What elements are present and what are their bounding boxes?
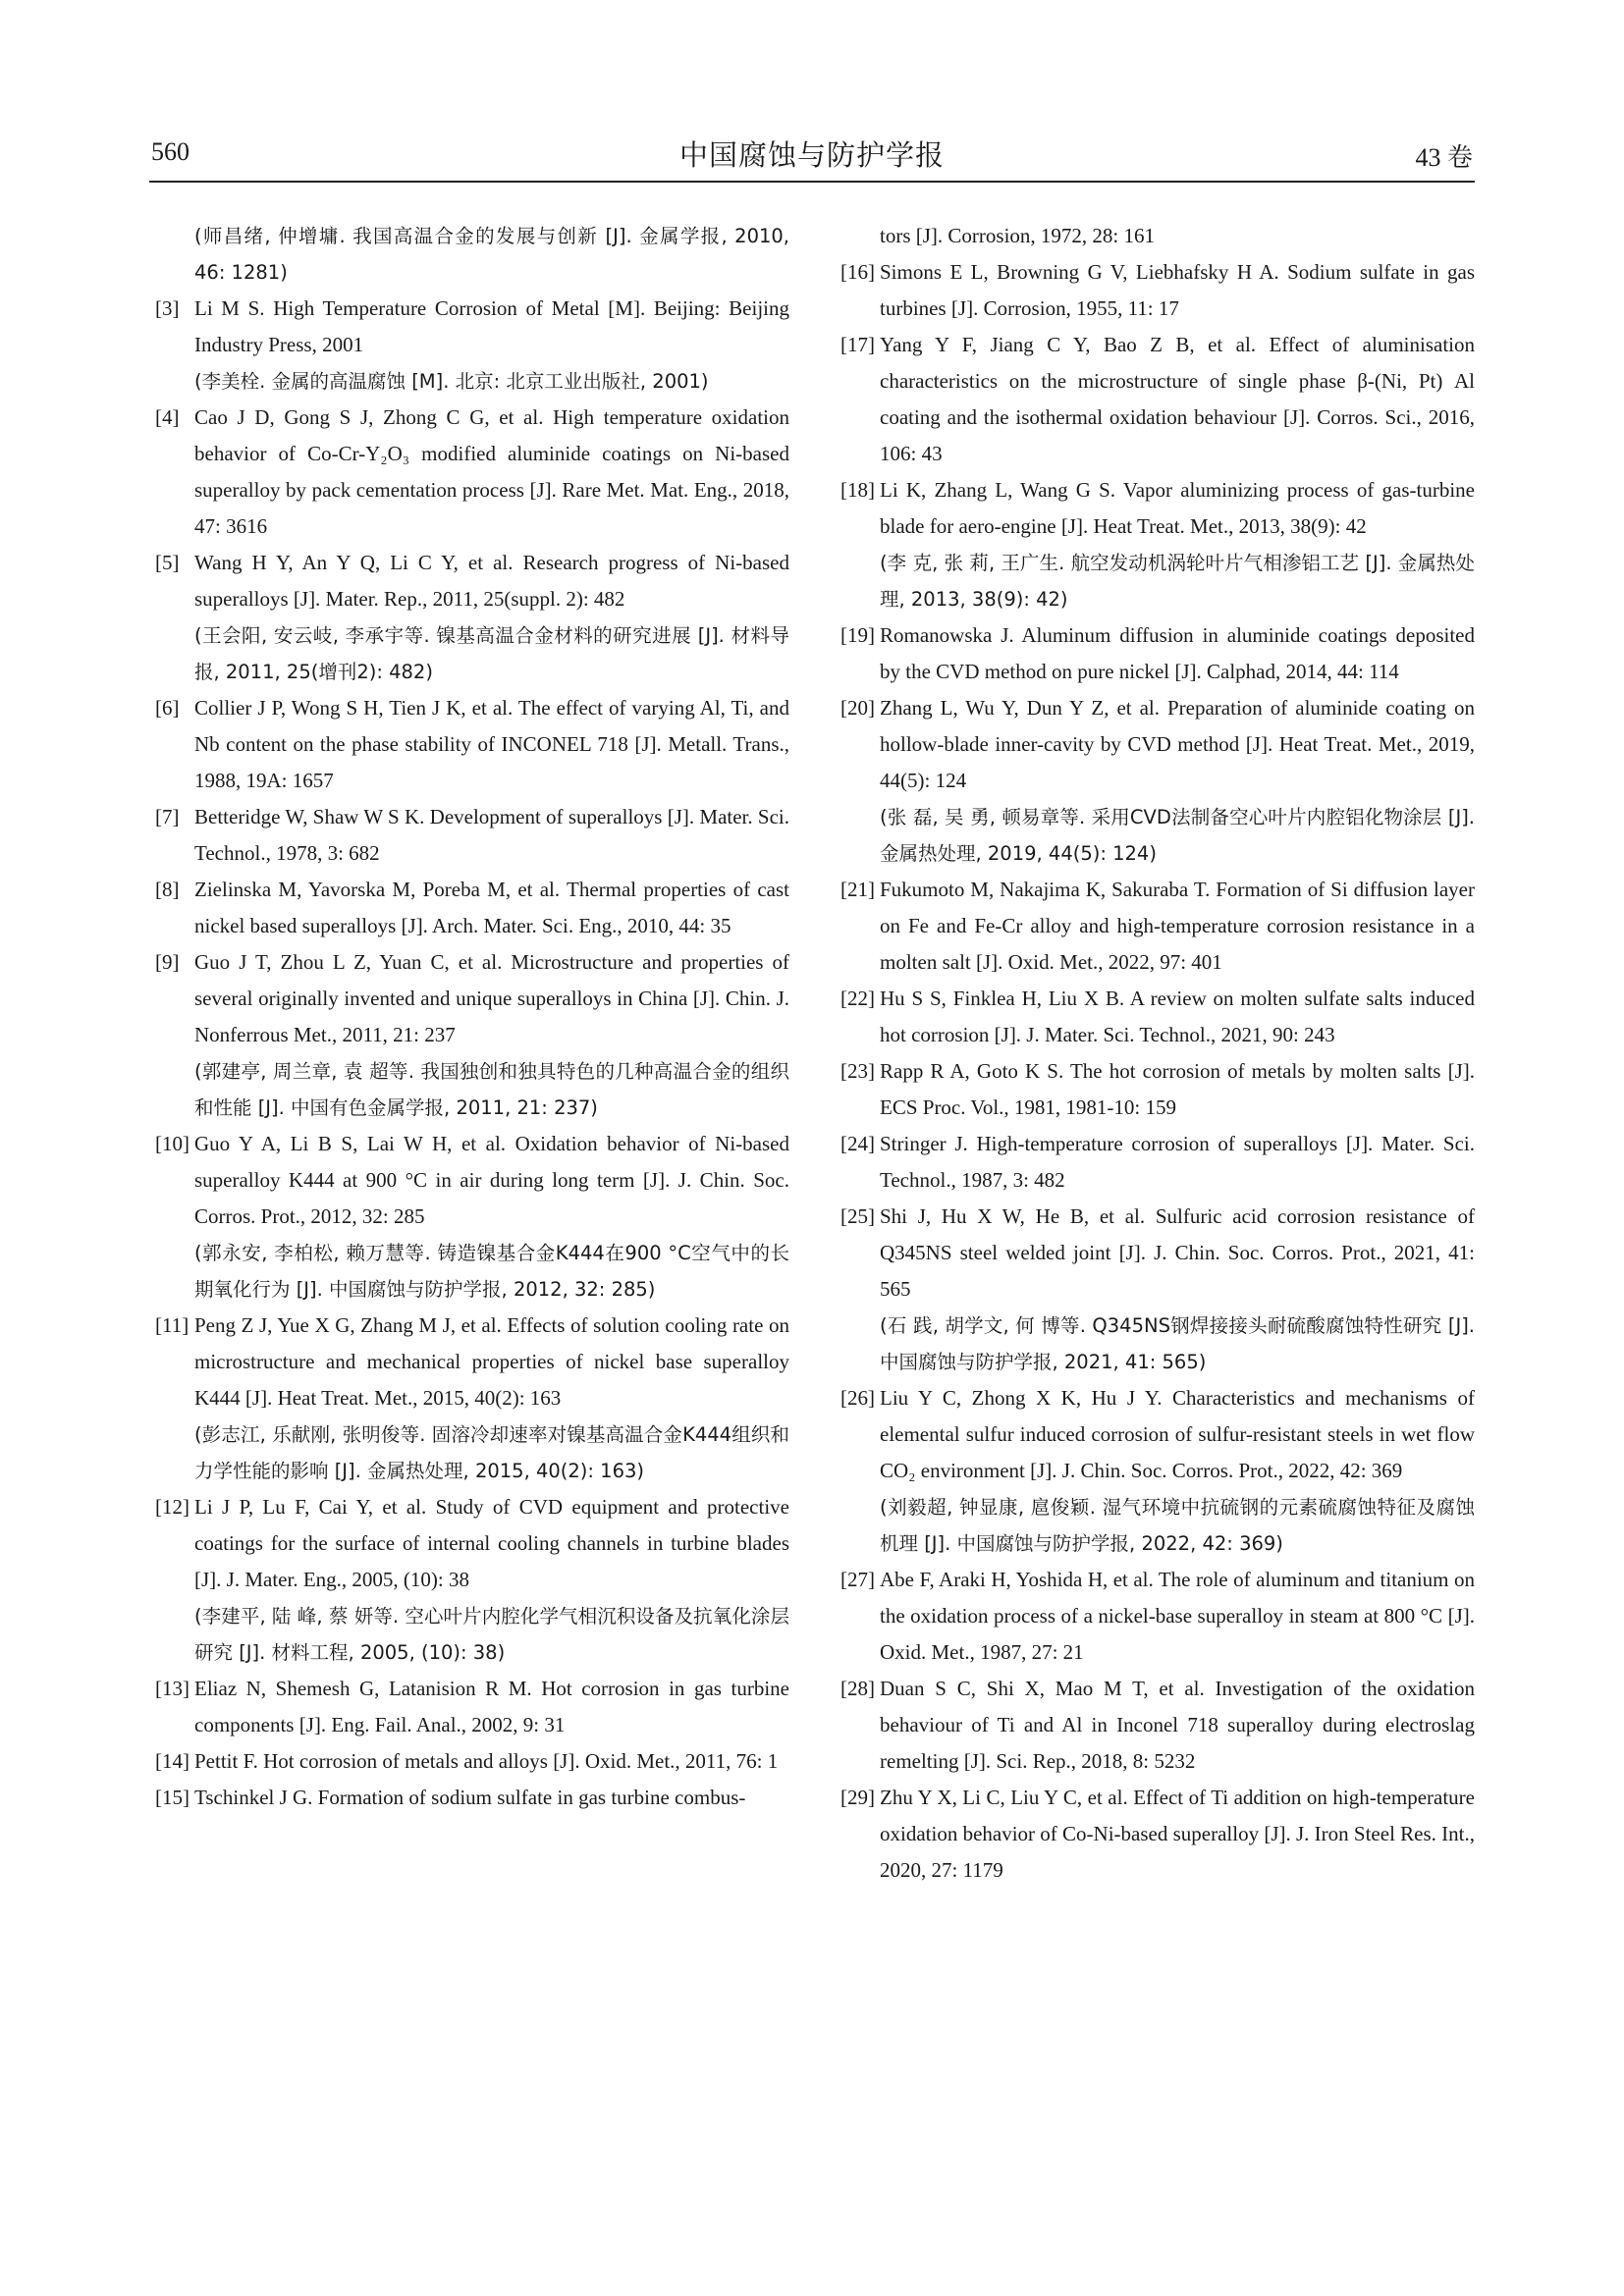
reference-number: [19]	[840, 623, 875, 647]
reference-text-chinese: (张 磊, 吴 勇, 顿易章等. 采用CVD法制备空心叶片内腔铝化物涂层 [J]. 金属热处理, 2019, 44(5): 124)	[880, 806, 1475, 865]
reference-number: [7]	[155, 805, 180, 828]
running-header	[149, 133, 1475, 183]
reference-text-english: Guo J T, Zhou L Z, Yuan C, et al. Microstructure and properties of several originally invented and unique superalloys in China [J]. Chin. J. Nonferrous Met., 2011, 21: 237	[194, 950, 789, 1046]
reference-number: [21]	[840, 878, 875, 901]
reference-text-english: Rapp R A, Goto K S. The hot corrosion of metals by molten salts [J]. ECS Proc. Vol., 1981, 1981-10: 159	[880, 1059, 1475, 1119]
reference-number: [17]	[840, 333, 875, 356]
reference-entry	[840, 617, 1475, 690]
reference-number: [20]	[840, 696, 875, 720]
reference-text-english: Pettit F. Hot corrosion of metals and alloys [J]. Oxid. Met., 2011, 76: 1	[194, 1749, 779, 1773]
reference-number: [4]	[155, 405, 180, 429]
reference-text-english: Li K, Zhang L, Wang G S. Vapor aluminizing process of gas-turbine blade for aero-engine [J]. Heat Treat. Met., 2013, 38(9): 42	[880, 478, 1475, 538]
reference-entry	[840, 1199, 1475, 1380]
reference-number: [10]	[155, 1132, 189, 1155]
reference-text-english: Tschinkel J G. Formation of sodium sulfate in gas turbine combus-	[194, 1786, 746, 1809]
reference-entry	[840, 1053, 1475, 1126]
reference-entry	[840, 1126, 1475, 1199]
reference-text-chinese: (刘毅超, 钟显康, 扈俊颖. 湿气环境中抗硫钢的元素硫腐蚀特征及腐蚀机理 [J]. 中国腐蚀与防护学报, 2022, 42: 369)	[880, 1496, 1475, 1555]
reference-text-english: Hu S S, Finklea H, Liu X B. A review on molten sulfate salts induced hot corrosion [J]. J. Mater. Sci. Technol., 2021, 90: 243	[880, 987, 1475, 1046]
reference-number: [27]	[840, 1568, 875, 1591]
reference-entry	[840, 981, 1475, 1053]
reference-text-chinese: (郭建亭, 周兰章, 袁 超等. 我国独创和独具特色的几种高温合金的组织和性能 [J]. 中国有色金属学报, 2011, 21: 237)	[194, 1060, 789, 1119]
reference-entry	[155, 1126, 789, 1308]
reference-text-english: Cao J D, Gong S J, Zhong C G, et al. High temperature oxidation behavior of Co-Cr-Y₂O₃ modified aluminide coatings on Ni-based superalloy by pack cementation process [J]. Rare Met. Mat. Eng., 2018, 47: 3616	[194, 405, 789, 538]
reference-text-english: Li J P, Lu F, Cai Y, et al. Study of CVD equipment and protective coatings for the surface of internal cooling channels in turbine blades [J]. J. Mater. Eng., 2005, (10): 38	[194, 1495, 789, 1591]
page-number: 560	[151, 137, 189, 166]
reference-number: [26]	[840, 1386, 875, 1410]
reference-entry	[155, 400, 789, 545]
reference-number: [3]	[155, 296, 180, 320]
reference-text-english: Wang H Y, An Y Q, Li C Y, et al. Research progress of Ni-based superalloys [J]. Mater. Rep., 2011, 25(suppl. 2): 482	[194, 551, 789, 611]
reference-entry	[155, 872, 789, 944]
reference-number: [13]	[155, 1677, 189, 1700]
reference-entry	[840, 218, 1475, 254]
reference-text-english: Yang Y F, Jiang C Y, Bao Z B, et al. Effect of aluminisation characteristics on the microstructure of single phase β-(Ni, Pt) Al coating and the isothermal oxidation behaviour [J]. Corros. Sci., 2016, 106: 43	[880, 333, 1475, 465]
reference-number: [12]	[155, 1495, 189, 1519]
reference-text-english: Duan S C, Shi X, Mao M T, et al. Investigation of the oxidation behaviour of Ti and Al in Inconel 718 superalloy during electroslag remelting [J]. Sci. Rep., 2018, 8: 5232	[880, 1677, 1475, 1773]
reference-text-english: Simons E L, Browning G V, Liebhafsky H A. Sodium sulfate in gas turbines [J]. Corrosion, 1955, 11: 17	[880, 260, 1475, 320]
reference-number: [9]	[155, 950, 180, 974]
volume-label: 43 卷	[1415, 143, 1473, 172]
reference-entry	[155, 1780, 789, 1816]
reference-number: [29]	[840, 1786, 875, 1809]
reference-number: [23]	[840, 1059, 875, 1083]
reference-text-english: Stringer J. High-temperature corrosion of superalloys [J]. Mater. Sci. Technol., 1987, 3: 482	[880, 1132, 1475, 1192]
reference-entry	[840, 327, 1475, 472]
journal-title: 中国腐蚀与防护学报	[678, 138, 945, 172]
reference-number: [22]	[840, 987, 875, 1010]
reference-number: [28]	[840, 1677, 875, 1700]
reference-text-english: Betteridge W, Shaw W S K. Development of superalloys [J]. Mater. Sci. Technol., 1978, 3: 682	[194, 805, 789, 865]
reference-text-english: Eliaz N, Shemesh G, Latanision R M. Hot corrosion in gas turbine components [J]. Eng. Fail. Anal., 2002, 9: 31	[194, 1677, 789, 1736]
reference-number: [5]	[155, 551, 180, 574]
reference-text-english: Zielinska M, Yavorska M, Poreba M, et al. Thermal properties of cast nickel based superalloys [J]. Arch. Mater. Sci. Eng., 2010, 44: 35	[194, 878, 789, 937]
reference-number: [8]	[155, 878, 180, 901]
reference-text-english: tors [J]. Corrosion, 1972, 28: 161	[880, 224, 1155, 247]
reference-number: [16]	[840, 260, 875, 284]
reference-column-right	[840, 218, 1475, 1889]
reference-text-chinese: (郭永安, 李柏松, 赖万慧等. 铸造镍基合金K444在900 °C空气中的长期氧化行为 [J]. 中国腐蚀与防护学报, 2012, 32: 285)	[194, 1242, 789, 1301]
reference-text-chinese: (李 克, 张 莉, 王广生. 航空发动机涡轮叶片气相渗铝工艺 [J]. 金属热处理, 2013, 38(9): 42)	[880, 552, 1475, 611]
reference-entry	[840, 1380, 1475, 1562]
reference-text-english: Zhu Y X, Li C, Liu Y C, et al. Effect of Ti addition on high-temperature oxidation behavior of Co-Ni-based superalloy [J]. J. Iron Steel Res. Int., 2020, 27: 1179	[880, 1786, 1475, 1882]
reference-text-english: Abe F, Araki H, Yoshida H, et al. The role of aluminum and titanium on the oxidation process of a nickel-base superalloy in steam at 800 °C [J]. Oxid. Met., 1987, 27: 21	[880, 1568, 1475, 1664]
reference-text-english: Collier J P, Wong S H, Tien J K, et al. The effect of varying Al, Ti, and Nb content on the phase stability of INCONEL 718 [J]. Metall. Trans., 1988, 19A: 1657	[194, 696, 789, 792]
reference-number: [14]	[155, 1749, 189, 1773]
reference-entry	[840, 1671, 1475, 1780]
reference-entry	[840, 1562, 1475, 1671]
reference-entry	[155, 1308, 789, 1489]
reference-entry	[840, 872, 1475, 981]
reference-text-english: Peng Z J, Yue X G, Zhang M J, et al. Effects of solution cooling rate on microstructure and mechanical properties of nickel base superalloy K444 [J]. Heat Treat. Met., 2015, 40(2): 163	[194, 1313, 789, 1410]
reference-column-left	[155, 218, 789, 1816]
reference-number: [6]	[155, 696, 180, 720]
reference-entry	[155, 218, 789, 291]
reference-entry	[155, 1489, 789, 1671]
reference-text-chinese: (李建平, 陆 峰, 蔡 妍等. 空心叶片内腔化学气相沉积设备及抗氧化涂层研究 [J]. 材料工程, 2005, (10): 38)	[194, 1605, 789, 1664]
reference-entry	[155, 1743, 789, 1780]
reference-entry	[155, 1671, 789, 1743]
reference-entry	[155, 690, 789, 799]
reference-entry	[155, 944, 789, 1126]
reference-entry	[840, 690, 1475, 872]
reference-number: [15]	[155, 1786, 189, 1809]
reference-entry	[840, 472, 1475, 617]
reference-number: [18]	[840, 478, 875, 502]
reference-text-english: Zhang L, Wu Y, Dun Y Z, et al. Preparation of aluminide coating on hollow-blade inner-cavity by CVD method [J]. Heat Treat. Met., 2019, 44(5): 124	[880, 696, 1475, 792]
reference-text-chinese: (李美栓. 金属的高温腐蚀 [M]. 北京: 北京工业出版社, 2001)	[194, 370, 709, 393]
reference-entry	[840, 254, 1475, 327]
reference-text-chinese: (石 践, 胡学文, 何 博等. Q345NS钢焊接接头耐硫酸腐蚀特性研究 [J]. 中国腐蚀与防护学报, 2021, 41: 565)	[880, 1314, 1475, 1373]
reference-text-english: Shi J, Hu X W, He B, et al. Sulfuric acid corrosion resistance of Q345NS steel welded joint [J]. J. Chin. Soc. Corros. Prot., 2021, 41: 565	[880, 1204, 1475, 1301]
reference-number: [11]	[155, 1313, 189, 1337]
reference-number: [25]	[840, 1204, 875, 1228]
reference-text-chinese: (师昌绪, 仲增墉. 我国高温合金的发展与创新 [J]. 金属学报, 2010, 46: 1281)	[194, 225, 789, 284]
reference-text-english: Fukumoto M, Nakajima K, Sakuraba T. Formation of Si diffusion layer on Fe and Fe-Cr alloy and high-temperature corrosion resistance in a molten salt [J]. Oxid. Met., 2022, 97: 401	[880, 878, 1475, 974]
reference-text-english: Guo Y A, Li B S, Lai W H, et al. Oxidation behavior of Ni-based superalloy K444 at 900 °C in air during long term [J]. J. Chin. Soc. Corros. Prot., 2012, 32: 285	[194, 1132, 789, 1228]
reference-entry	[840, 1780, 1475, 1889]
reference-entry	[155, 799, 789, 872]
reference-number: [24]	[840, 1132, 875, 1155]
reference-text-english: Romanowska J. Aluminum diffusion in aluminide coatings deposited by the CVD method on pure nickel [J]. Calphad, 2014, 44: 114	[880, 623, 1475, 683]
reference-text-chinese: (彭志江, 乐献刚, 张明俊等. 固溶冷却速率对镍基高温合金K444组织和力学性能的影响 [J]. 金属热处理, 2015, 40(2): 163)	[194, 1423, 789, 1482]
reference-entry	[155, 291, 789, 400]
reference-text-english: Liu Y C, Zhong X K, Hu J Y. Characteristics and mechanisms of elemental sulfur induced corrosion of sulfur-resistant steels in wet flow CO₂ environment [J]. J. Chin. Soc. Corros. Prot., 2022, 42: 369	[880, 1386, 1475, 1482]
reference-text-chinese: (王会阳, 安云岐, 李承宇等. 镍基高温合金材料的研究进展 [J]. 材料导报, 2011, 25(增刊2): 482)	[194, 624, 789, 683]
reference-entry	[155, 545, 789, 690]
reference-text-english: Li M S. High Temperature Corrosion of Metal [M]. Beijing: Beijing Industry Press, 2001	[194, 296, 789, 356]
